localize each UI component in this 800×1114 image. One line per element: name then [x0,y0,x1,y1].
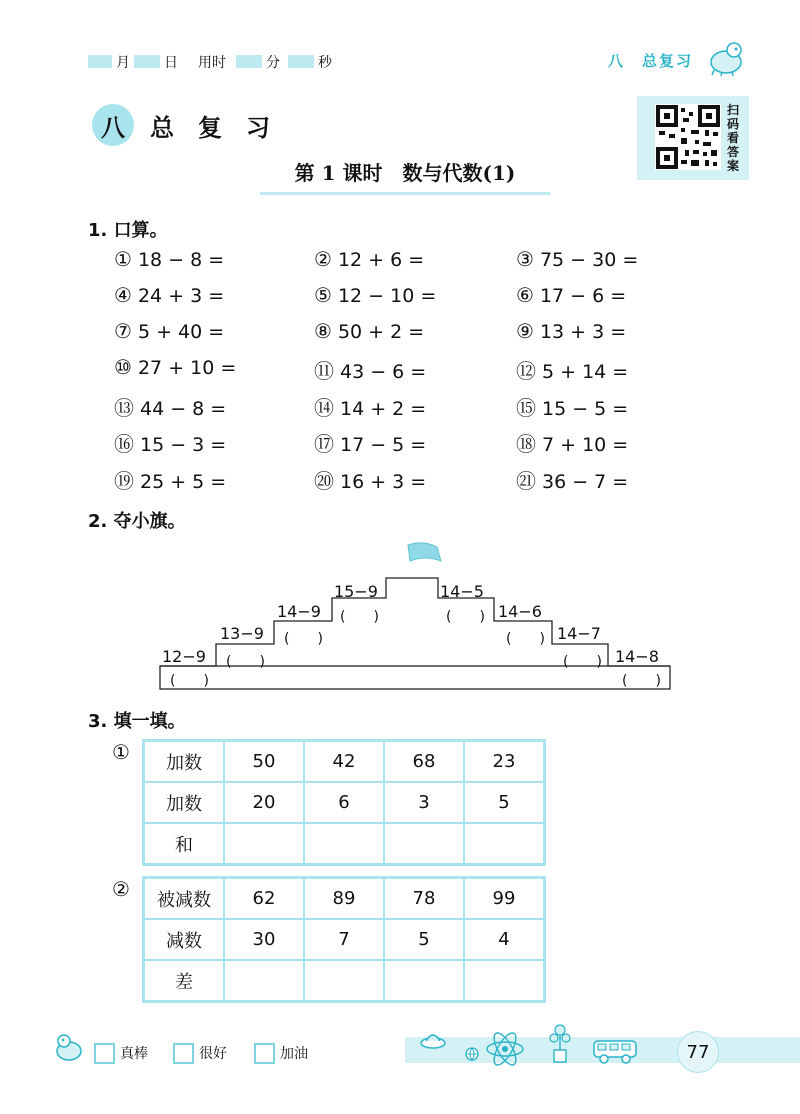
time-used-label: 用时 [198,55,226,71]
lesson-title: 第 1 课时 数与代数(1) [294,161,516,185]
addition-table [142,739,546,866]
table-row: 和 [144,823,545,865]
qr-label: 扫码看答案 [727,103,740,173]
globe-icon [464,1046,480,1062]
problem-item: ⑲ 25 + 5 = [114,469,227,493]
answer-cell[interactable] [384,960,464,1002]
subtraction-table [142,876,546,1003]
answer-blank[interactable]: ( ) [446,609,485,625]
atom-icon [484,1028,526,1070]
qr-code-icon[interactable] [655,104,721,170]
rating-checkbox-keep-going[interactable] [254,1043,275,1064]
rating-checkbox-great[interactable] [94,1043,115,1064]
problem-item: ⑭ 14 + 2 = [314,396,427,420]
table-row: 加数 20 6 3 5 [144,782,545,823]
bus-icon [592,1038,638,1066]
problem-item: ⑫ 5 + 14 = [516,359,629,383]
table-row: 差 [144,960,545,1002]
answer-cell[interactable] [224,823,304,865]
problem-item: ㉑ 36 − 7 = [516,469,629,493]
answer-blank[interactable]: ( ) [170,673,209,689]
chapter-header: 八 总复习 [608,52,694,70]
day-blank[interactable] [134,55,160,68]
chapter-title: 总复习 [150,114,294,142]
q1-heading: 1. 口算。 [88,220,168,241]
mascot-bird-icon [52,1031,86,1065]
problem-item: ⑥ 17 − 6 = [516,283,627,307]
problem-item: ⑦ 5 + 40 = [114,319,225,343]
stair-right-2: 14−6 [498,602,542,621]
problem-item: ⑩ 27 + 10 = [114,355,237,379]
problem-item: ⑳ 16 + 3 = [314,469,427,493]
problem-item: ⑱ 7 + 10 = [516,432,629,456]
answer-blank[interactable]: ( ) [340,609,379,625]
stair-left-3: 14−9 [277,602,321,621]
answer-blank[interactable]: ( ) [284,631,323,647]
stair-left-1: 12−9 [162,647,206,666]
answer-blank[interactable]: ( ) [622,673,661,689]
problem-item: ⑰ 17 − 5 = [314,432,427,456]
plant-icon [545,1022,575,1064]
month-blank[interactable] [88,55,112,68]
second-label: 秒 [318,55,332,71]
problem-item: ② 12 + 6 = [314,247,425,271]
problem-item: ① 18 − 8 = [114,247,225,271]
rating-label-good: 很好 [199,1046,227,1062]
month-label: 月 [116,55,130,71]
problem-item: ⑪ 43 − 6 = [314,359,427,383]
answer-cell[interactable] [464,823,545,865]
rating-label-great: 真棒 [120,1046,148,1062]
table1-number: ① [112,740,130,764]
chapter-badge: 八 [92,104,134,146]
flag-icon [405,541,445,567]
problem-item: ⑤ 12 − 10 = [314,283,437,307]
answer-cell[interactable] [464,960,545,1002]
rating-label-keep-going: 加油 [280,1046,308,1062]
q2-heading: 2. 夺小旗。 [88,511,186,532]
day-label: 日 [164,55,178,71]
second-blank[interactable] [288,55,314,68]
table-row: 加数 50 42 68 23 [144,741,545,783]
table2-number: ② [112,877,130,901]
stair-left-4: 15−9 [334,582,378,601]
table-row: 被减数 62 89 78 99 [144,878,545,920]
stair-left-2: 13−9 [220,624,264,643]
answer-blank[interactable]: ( ) [563,654,602,670]
answer-cell[interactable] [304,823,384,865]
answer-cell[interactable] [224,960,304,1002]
ufo-icon [418,1026,448,1056]
problem-item: ③ 75 − 30 = [516,247,639,271]
answer-cell[interactable] [304,960,384,1002]
stair-right-1: 14−5 [440,582,484,601]
problem-item: ⑨ 13 + 3 = [516,319,627,343]
page-number: 77 [677,1031,719,1073]
stair-right-4: 14−8 [615,647,659,666]
stair-right-3: 14−7 [557,624,601,643]
answer-blank[interactable]: ( ) [226,654,265,670]
lesson-underline [260,192,550,195]
minute-label: 分 [266,55,280,71]
problem-item: ⑬ 44 − 8 = [114,396,227,420]
answer-blank[interactable]: ( ) [506,631,545,647]
mascot-icon [706,40,746,76]
q3-heading: 3. 填一填。 [88,711,186,732]
minute-blank[interactable] [236,55,262,68]
problem-item: ⑮ 15 − 5 = [516,396,629,420]
table-row: 减数 30 7 5 4 [144,919,545,960]
problem-item: ⑯ 15 − 3 = [114,432,227,456]
answer-cell[interactable] [384,823,464,865]
problem-item: ④ 24 + 3 = [114,283,225,307]
rating-checkbox-good[interactable] [173,1043,194,1064]
problem-item: ⑧ 50 + 2 = [314,319,425,343]
